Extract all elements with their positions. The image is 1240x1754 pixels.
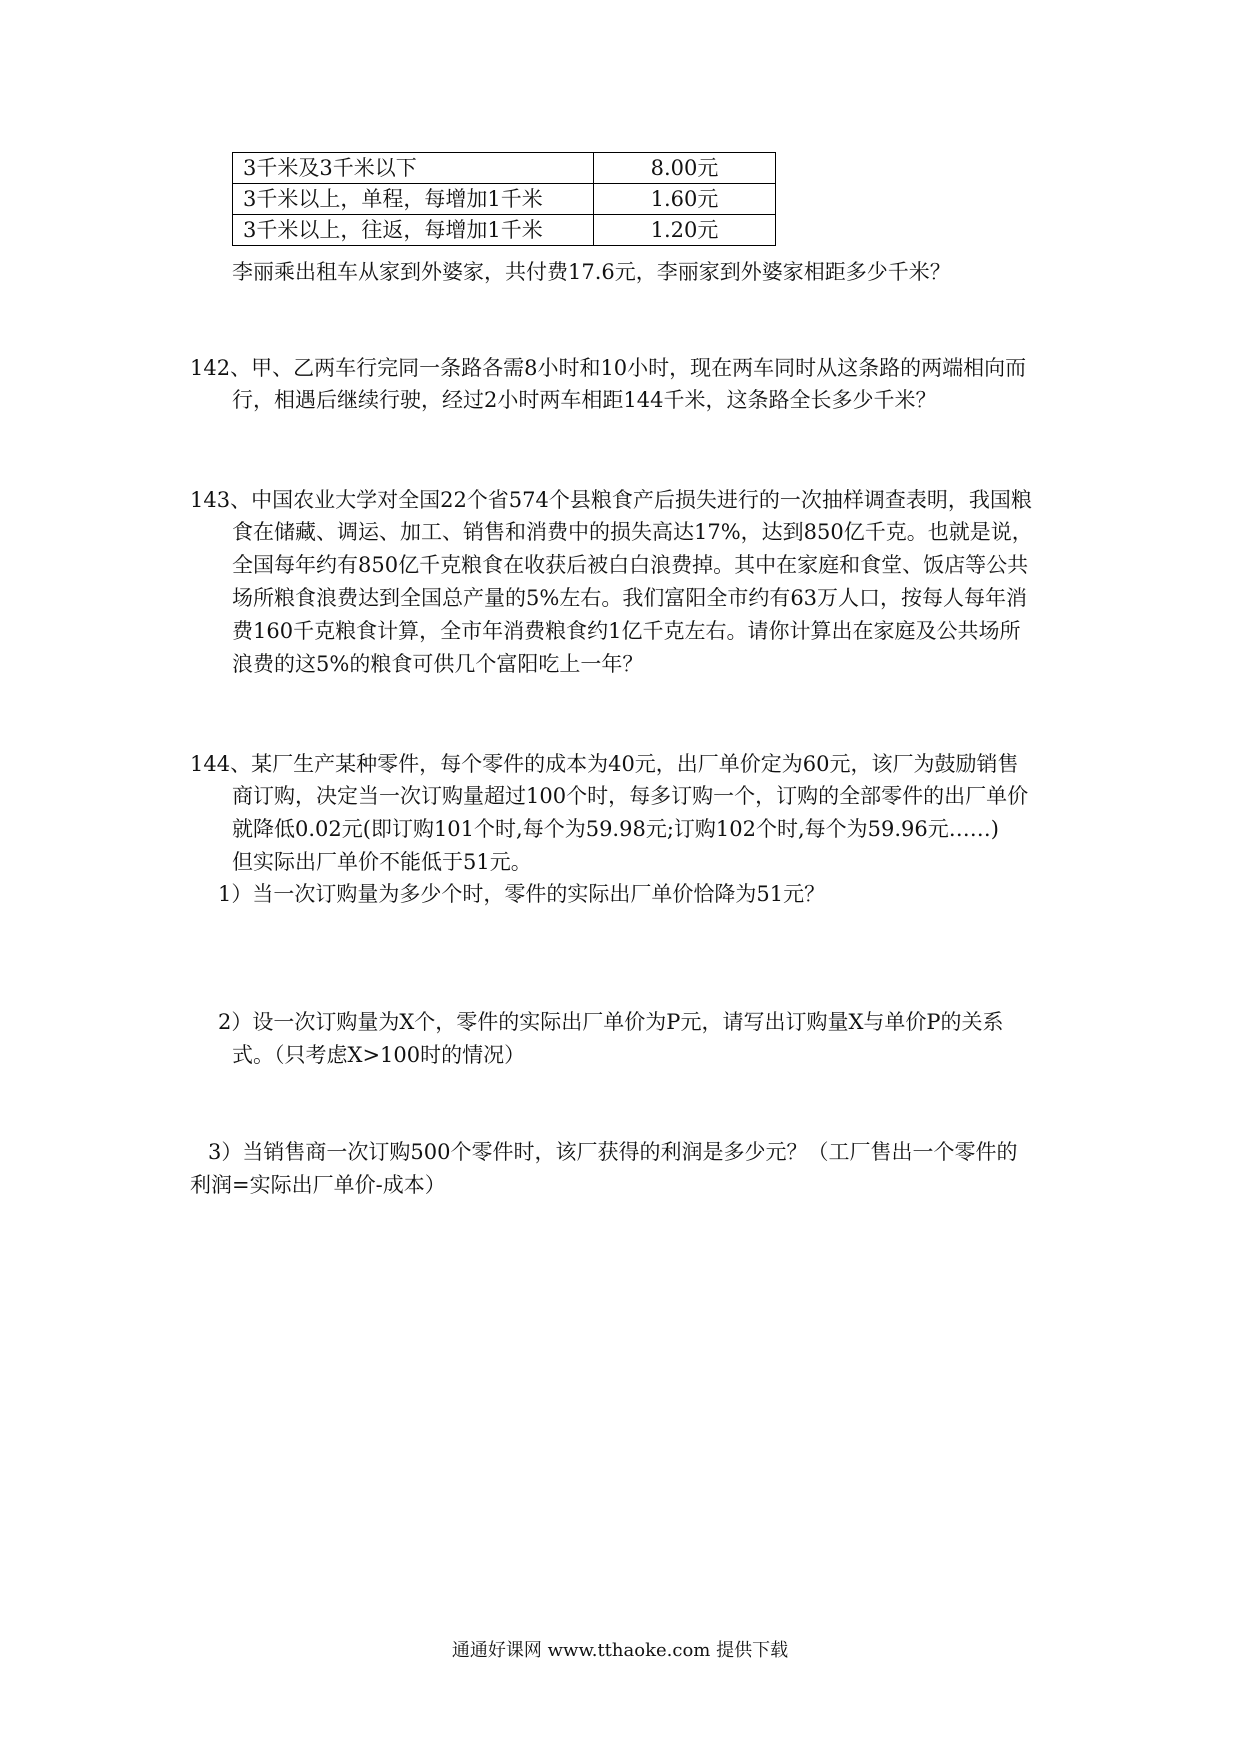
q143-line: 场所粮食浪费达到全国总产量的5%左右。我们富阳全市约有63万人口，按每人每年消 xyxy=(232,586,1028,610)
fare-condition: 3千米以上，往返，每增加1千米 xyxy=(233,215,594,246)
q143-line: 浪费的这5%的粮食可供几个富阳吃上一年？ xyxy=(232,652,644,676)
q144-subquestion-1: 1）当一次订购量为多少个时，零件的实际出厂单价恰降为51元？ xyxy=(218,882,826,906)
q144-subquestion-2-cont: 式。（只考虑X>100时的情况） xyxy=(232,1043,526,1067)
q144-line: 但实际出厂单价不能低于51元。 xyxy=(232,850,532,874)
page-footer: 通通好课网 www.tthaoke.com 提供下载 xyxy=(451,1640,789,1661)
q143-line: 食在储藏、调运、加工、销售和消费中的损失高达17%，达到850亿千克。也就是说， xyxy=(232,520,1033,544)
q143-line: 费160千克粮食计算，全市年消费粮食约1亿千克左右。请你计算出在家庭及公共场所 xyxy=(232,619,1021,643)
q144-subquestion-2: 2）设一次订购量为X个，零件的实际出厂单价为P元，请写出订购量X与单价P的关系 xyxy=(218,1010,1004,1034)
q144-subquestion-3-cont: 利润=实际出厂单价-成本） xyxy=(190,1173,446,1197)
q144-subquestion-3: 3）当销售商一次订购500个零件时，该厂获得的利润是多少元？（工厂售出一个零件的 xyxy=(208,1140,1018,1164)
q142-line: 行，相遇后继续行驶，经过2小时两车相距144千米，这条路全长多少千米？ xyxy=(232,388,937,412)
fare-condition: 3千米及3千米以下 xyxy=(233,153,594,184)
q144-line: 就降低0.02元(即订购101个时,每个为59.98元;订购102个时,每个为59.96元……) xyxy=(232,817,999,841)
q144-line: 商订购，决定当一次订购量超过100个时，每多订购一个，订购的全部零件的出厂单价 xyxy=(232,784,1029,808)
q143-line: 143、中国农业大学对全国22个省574个县粮食产后损失进行的一次抽样调查表明，我国粮 xyxy=(190,488,1032,512)
q143-line: 全国每年约有850亿千克粮食在收获后被白白浪费掉。其中在家庭和食堂、饭店等公共 xyxy=(232,553,1029,577)
fare-price: 1.20元 xyxy=(594,215,776,246)
q144-line: 144、某厂生产某种零件，每个零件的成本为40元，出厂单价定为60元，该厂为鼓励销售 xyxy=(190,752,1019,776)
fare-price: 8.00元 xyxy=(594,153,776,184)
table-row xyxy=(233,215,776,246)
fare-table xyxy=(232,152,776,246)
fare-price: 1.60元 xyxy=(594,184,776,215)
table-row xyxy=(233,153,776,184)
q141-question: 李丽乘出租车从家到外婆家，共付费17.6元，李丽家到外婆家相距多少千米？ xyxy=(232,260,951,284)
table-row xyxy=(233,184,776,215)
fare-condition: 3千米以上，单程，每增加1千米 xyxy=(233,184,594,215)
q142-line: 142、甲、乙两车行完同一条路各需8小时和10小时，现在两车同时从这条路的两端相向而 xyxy=(190,356,1027,380)
